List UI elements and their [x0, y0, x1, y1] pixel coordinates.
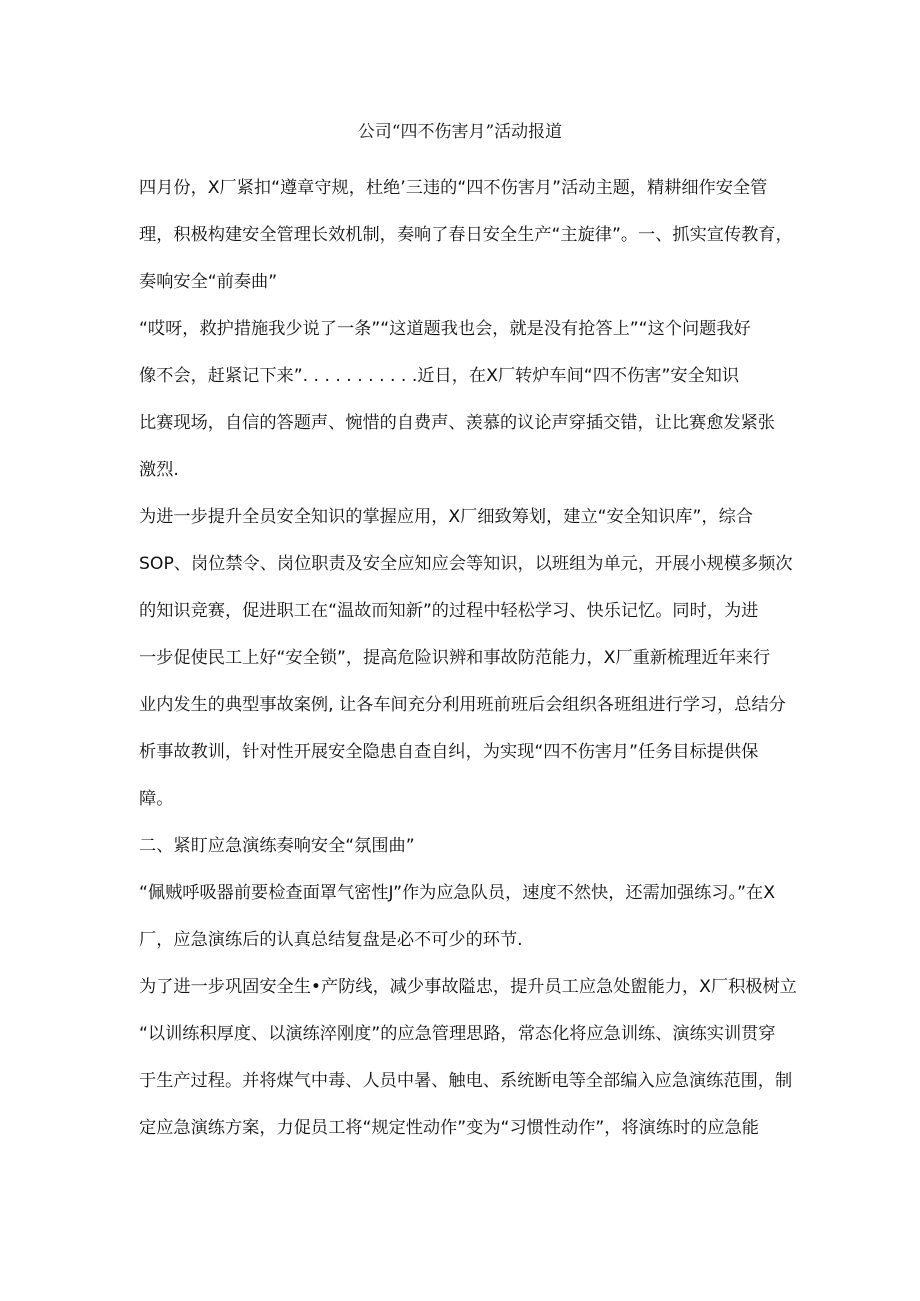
paragraph-line: 的知识竞赛，促进职工在“温故而知新”的过程中轻松学习、快乐记忆。同时，为进	[139, 601, 759, 621]
paragraph-line: 厂，应急演练后的认真总结复盘是必不可少的环节.	[139, 930, 523, 950]
paragraph-line: 比赛现场，自信的答题声、惋惜的自费声、羡慕的议论声穿插交错，让比赛愈发紧张	[139, 413, 775, 433]
document-title: 公司“四不伤害月”活动报道	[357, 122, 563, 142]
paragraph-line: 于生产过程。并将煤气中毒、人员中暑、触电、系统断电等全部编入应急演练范围，制	[139, 1071, 793, 1091]
paragraph-line: SOP、岗位禁令、岗位职责及安全应知应会等知识，以班组为单元，开展小规模多频次	[139, 554, 793, 574]
paragraph-line: 理，积极构建安全管理长效机制，奏响了春日安全生产“主旋律”。一、抓实宣传教育，	[139, 225, 793, 245]
paragraph-line: 一步促使民工上好“安全锁”，提高危险识辨和事故防范能力，X厂重新梳理近年来行	[139, 648, 771, 668]
paragraph-line: 奏响安全“前奏曲”	[139, 272, 278, 292]
paragraph-line: 析事故教训，针对性开展安全隐患自查自纠，为实现“四不伤害月”任务目标提供保	[139, 742, 759, 762]
paragraph-line: 定应急演练方案，力促员工将“规定性动作”变为“习惯性动作”，将演练时的应急能	[139, 1118, 759, 1138]
paragraph-line: “哎呀，救护措施我少说了一条”“这道题我也会，就是没有抢答上”“这个问题我好	[139, 319, 751, 339]
paragraph-line: 激烈.	[139, 460, 179, 480]
paragraph-line: “以训练积厚度、以演练淬刚度”的应急管理思路，常态化将应急训练、演练实训贯穿	[139, 1024, 776, 1044]
section-heading: 二、紧盯应急演练奏响安全“氛围曲”	[139, 836, 415, 856]
paragraph-line: 业内发生的典型事故案例, 让各车间充分利用班前班后会组织各班组进行学习，总结分	[139, 695, 786, 715]
paragraph-line: 像不会，赶紧记下来”. . . . . . . . . . .近日，在X厂转炉车间“四不伤害”安全知识	[139, 366, 740, 386]
paragraph-line: 障。	[139, 789, 174, 809]
paragraph-line: 四月份，X厂紧扣“遵章守规，杜绝’三违的“四不伤害月”活动主题，精耕细作安全管	[139, 178, 768, 198]
paragraph-line: 为进一步提升全员安全知识的掌握应用，X厂细致筹划，建立“安全知识库”，综合	[139, 507, 753, 527]
paragraph-line: “佩贼呼吸器前要检查面罩气密性J”作为应急队员，速度不然快，还需加强练习。”在X	[139, 883, 775, 903]
paragraph-line: 为了进一步巩固安全生•产防线，减少事故隘忠，提升员工应急处盥能力，X厂积极树立	[139, 977, 797, 997]
